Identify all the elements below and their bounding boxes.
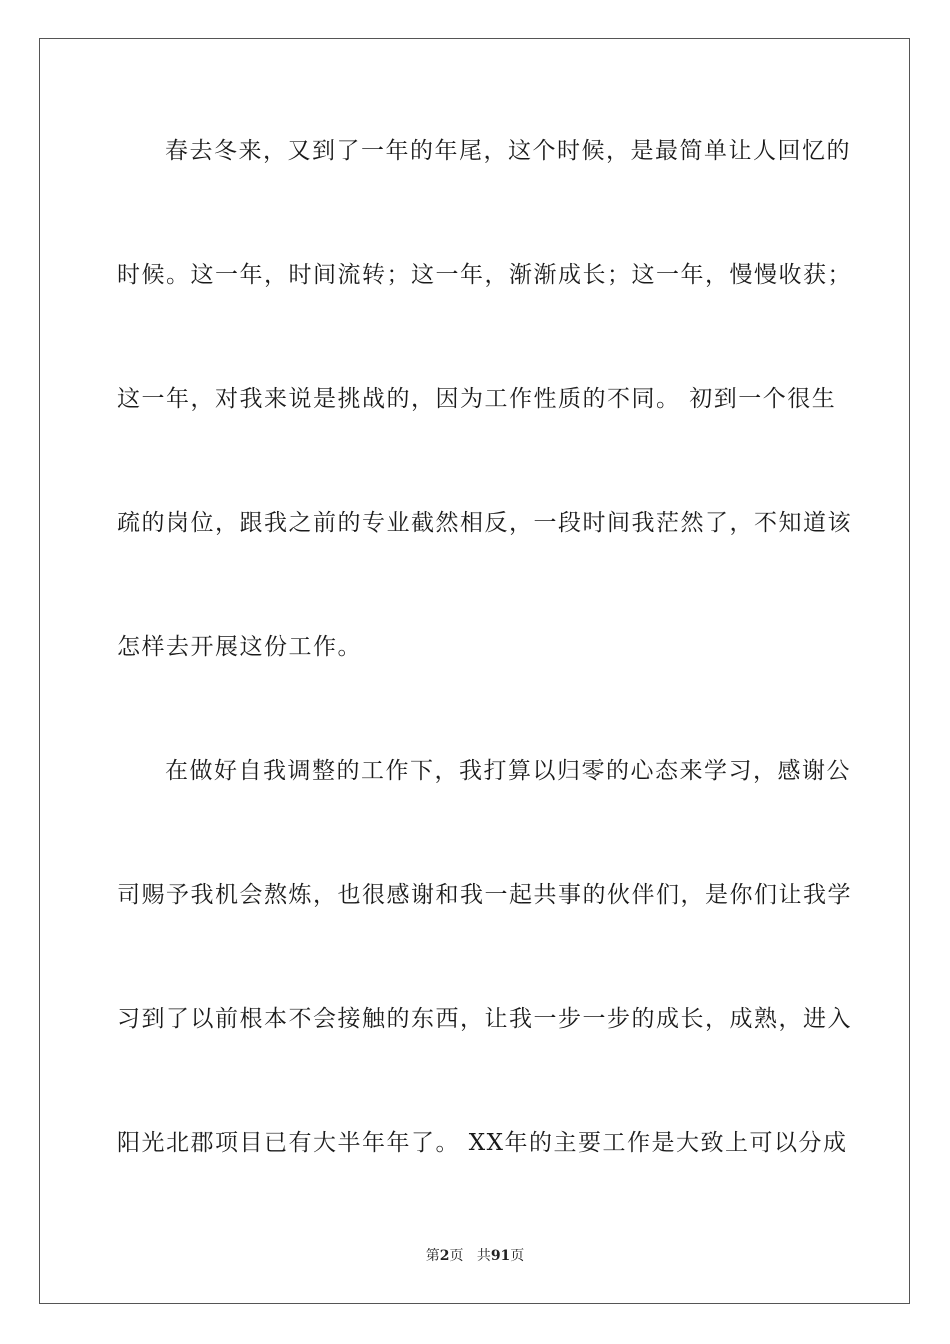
footer-page-number: 2 (439, 1248, 450, 1264)
paragraph-1-line-1: 春去冬来，又到了一年的年尾，这个时候，是最简单让人回忆的 (165, 138, 851, 164)
paragraph-2-line-3: 习到了以前根本不会接触的东西，让我一步一步的成长，成熟，进入 (117, 1006, 852, 1032)
footer-page-suffix: 页 (449, 1248, 464, 1264)
footer-total-prefix: 共 (476, 1248, 491, 1264)
paragraph-1-line-5: 怎样去开展这份工作。 (117, 634, 362, 660)
page-footer (0, 1247, 950, 1265)
paragraph-2-line-4: 阳光北郡项目已有大半年年了。 XX年的主要工作是大致上可以分成 (117, 1130, 848, 1156)
footer-page-prefix: 第 (425, 1248, 440, 1264)
paragraph-2-line-1: 在做好自我调整的工作下，我打算以归零的心态来学习，感谢公 (165, 758, 851, 784)
page-border (39, 38, 910, 1304)
paragraph-1-line-4: 疏的岗位，跟我之前的专业截然相反，一段时间我茫然了，不知道该 (117, 510, 852, 536)
paragraph-1-line-3: 这一年，对我来说是挑战的，因为工作性质的不同。 初到一个很生 (117, 386, 837, 412)
footer-total-pages: 91 (490, 1248, 511, 1264)
footer-total-suffix: 页 (510, 1248, 525, 1264)
paragraph-2-line-2: 司赐予我机会熬炼，也很感谢和我一起共事的伙伴们，是你们让我学 (117, 882, 852, 908)
paragraph-1-line-2: 时候。这一年，时间流转；这一年，渐渐成长；这一年，慢慢收获； (117, 262, 852, 288)
